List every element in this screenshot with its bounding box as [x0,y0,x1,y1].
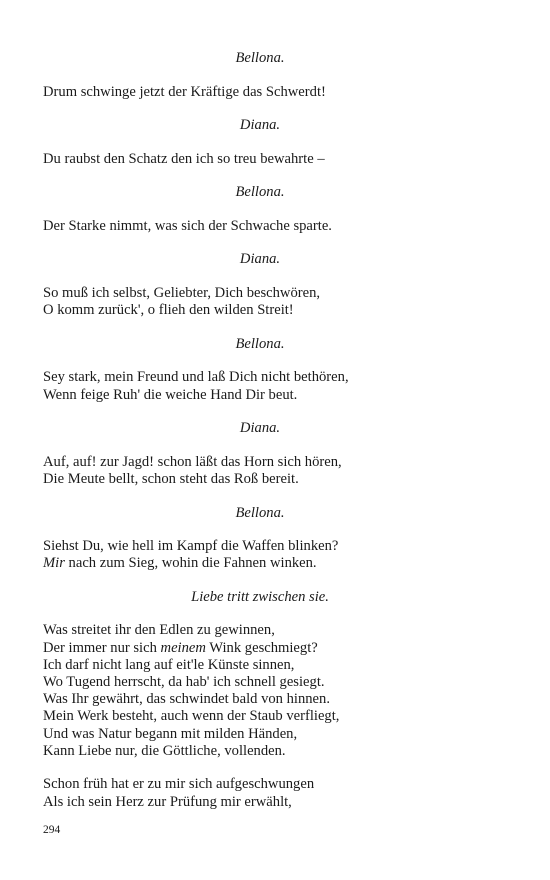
verse-line [43,218,463,235]
emphasized-text: Mir [43,555,65,572]
line-text: Du raubst den Schatz den ich so treu bewahrte – [43,150,325,167]
verse-line [43,622,463,639]
speaker-name: Diana. [239,117,281,134]
verse-line [43,302,463,319]
verse-line [43,743,463,760]
line-text: Was Ihr gewährt, das schwindet bald von hinnen. [43,691,330,708]
line-text: O komm zurück', o flieh den wilden Streit! [43,302,294,319]
verse-line [43,794,463,811]
line-text: Als ich sein Herz zur Prüfung mir erwählt, [43,793,292,810]
line-text: Und was Natur begann mit milden Händen, [43,725,298,742]
stage-direction: Liebe tritt zwischen sie. [191,588,329,605]
line-text: Auf, auf! zur Jagd! schon läßt das Horn sich hören, [43,453,342,470]
speaker-name: Bellona. [235,335,285,352]
verse-line [43,454,463,471]
verse-line [43,776,463,793]
verse-stanza [43,218,463,235]
verse-line [43,555,463,572]
line-text: Die Meute bellt, schon steht das Roß bereit. [43,470,299,487]
speaker-name: Diana. [239,420,281,437]
drama-text [43,50,463,811]
verse-line [43,708,463,725]
line-text: Mein Werk besteht, auch wenn der Staub verfliegt, [43,708,340,725]
verse-stanza [43,369,463,403]
verse-stanza [43,84,463,101]
verse-line [43,538,463,555]
page-number: 294 [43,824,61,836]
verse-stanza [43,454,463,488]
verse-line [43,471,463,488]
line-text: nach zum Sieg, wohin die Fahnen winken. [64,555,317,572]
verse-line [43,151,463,168]
line-text: Der Starke nimmt, was sich der Schwache sparte. [43,217,332,234]
verse-line [43,674,463,691]
verse-stanza [43,622,463,760]
speaker-name: Bellona. [235,504,285,521]
verse-stanza [43,151,463,168]
line-text: Sey stark, mein Freund und laß Dich nicht bethören, [43,369,349,386]
line-text: Der immer nur sich [43,639,161,656]
verse-line [43,369,463,386]
verse-line [43,691,463,708]
line-text: Was streitet ihr den Edlen zu gewinnen, [43,622,275,639]
verse-line [43,387,463,404]
speaker-name: Bellona. [235,50,285,66]
line-text: Siehst Du, wie hell im Kampf die Waffen blinken? [43,538,339,555]
speaker-name: Bellona. [235,184,285,201]
line-text: Ich darf nicht lang auf eit'le Künste sinnen, [43,656,295,673]
verse-line [43,657,463,674]
verse-stanza [43,538,463,572]
verse-line [43,640,463,657]
line-text: Drum schwinge jetzt der Kräftige das Schwerdt! [43,83,326,100]
line-text: Wink geschmiegt? [205,639,318,656]
verse-stanza [43,285,463,319]
verse-stanza [43,776,463,810]
line-text: Kann Liebe nur, die Göttliche, vollenden. [43,742,286,759]
line-text: So muß ich selbst, Geliebter, Dich beschwören, [43,285,321,302]
speaker-name: Diana. [239,251,281,268]
line-text: Wo Tugend herrscht, da hab' ich schnell gesiegt. [43,673,325,690]
emphasized-text: meinem [160,639,206,656]
verse-line [43,726,463,743]
line-text: Wenn feige Ruh' die weiche Hand Dir beut. [43,386,298,403]
verse-line [43,285,463,302]
verse-line [43,84,463,101]
line-text: Schon früh hat er zu mir sich aufgeschwungen [43,776,315,793]
